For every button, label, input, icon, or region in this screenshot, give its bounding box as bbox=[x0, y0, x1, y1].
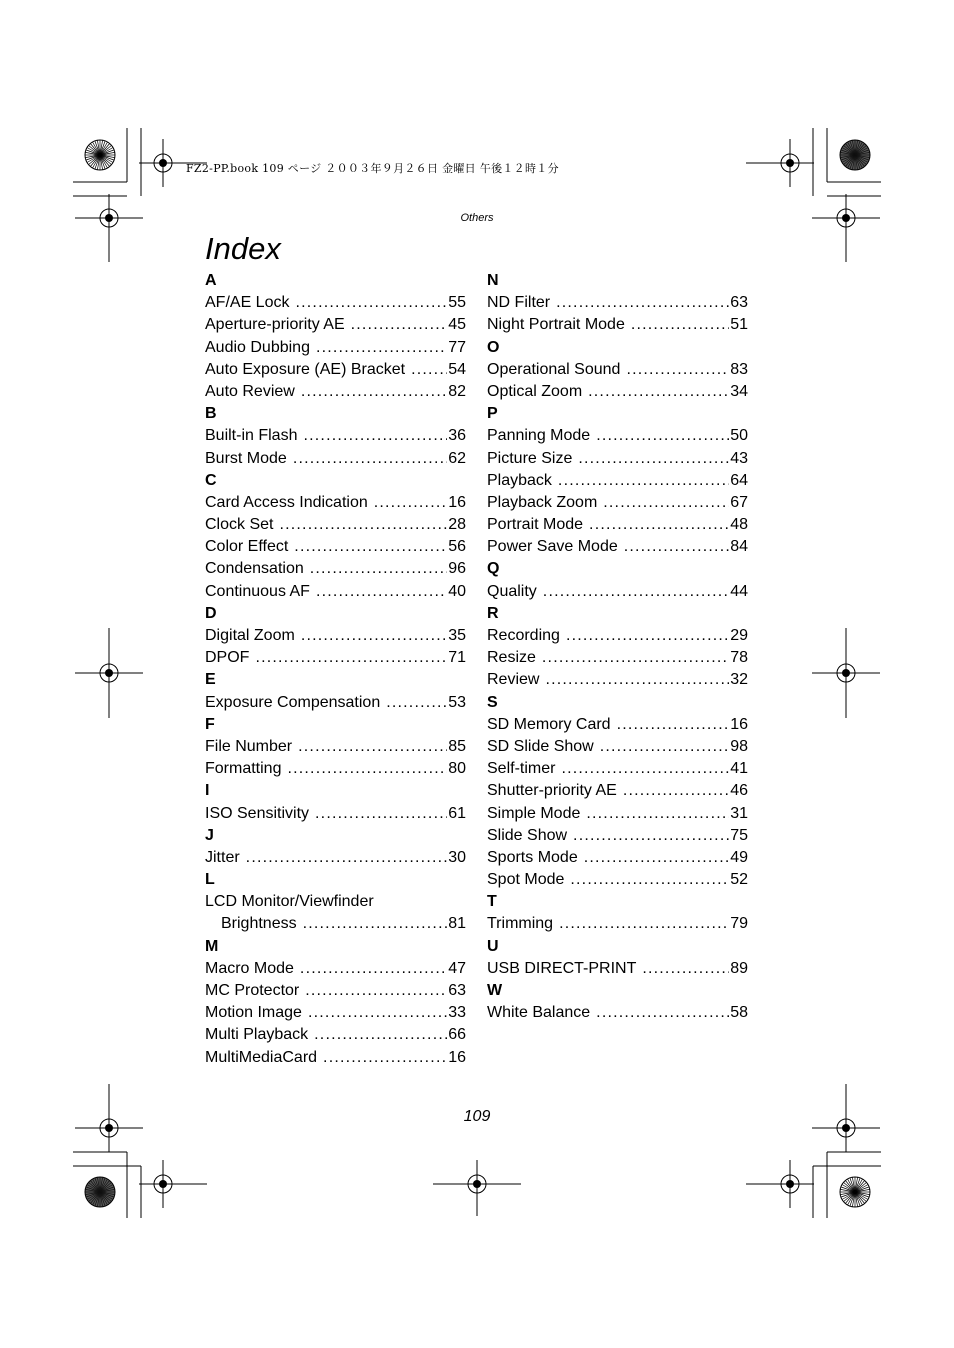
index-page-ref: 36 bbox=[448, 427, 466, 445]
dot-leader bbox=[556, 292, 729, 314]
index-entry bbox=[487, 647, 748, 669]
index-term: Resize bbox=[487, 649, 536, 667]
dot-leader bbox=[316, 581, 447, 603]
index-term: Self-timer bbox=[487, 760, 556, 778]
dot-leader bbox=[315, 803, 447, 825]
index-letter-heading: I bbox=[205, 782, 210, 800]
index-page-ref: 96 bbox=[448, 560, 466, 578]
index-term: Condensation bbox=[205, 560, 304, 578]
index-term: Burst Mode bbox=[205, 449, 287, 467]
index-page-ref: 40 bbox=[448, 582, 466, 600]
index-page-ref: 30 bbox=[448, 848, 466, 866]
dot-leader bbox=[301, 625, 447, 647]
index-term: Optical Zoom bbox=[487, 382, 583, 400]
dot-leader bbox=[323, 1047, 447, 1069]
index-letter-heading: U bbox=[487, 937, 499, 955]
index-entry bbox=[487, 847, 748, 869]
index-entry bbox=[487, 913, 748, 935]
dot-leader bbox=[578, 448, 729, 470]
index-page-ref: 80 bbox=[448, 760, 466, 778]
index-entry bbox=[205, 1002, 466, 1024]
dot-leader bbox=[542, 647, 729, 669]
index-entry bbox=[205, 647, 466, 669]
index-page-ref: 64 bbox=[730, 471, 748, 489]
index-page-ref: 16 bbox=[448, 1048, 466, 1066]
dot-leader bbox=[305, 980, 447, 1002]
index-letter-heading: P bbox=[487, 405, 498, 423]
index-entry bbox=[487, 581, 748, 603]
dot-leader bbox=[586, 803, 729, 825]
index-entry bbox=[487, 470, 748, 492]
dot-leader bbox=[545, 669, 729, 691]
index-page-ref: 16 bbox=[730, 715, 748, 733]
index-page-ref: 83 bbox=[730, 360, 748, 378]
index-entry bbox=[205, 958, 466, 980]
index-column-left bbox=[205, 270, 466, 1069]
index-page-ref: 71 bbox=[448, 649, 466, 667]
file-info-line: FZ2-PP.book 109 ページ ２００３年９月２６日 金曜日 午後１２時１分 bbox=[186, 162, 559, 175]
index-term: Clock Set bbox=[205, 516, 274, 534]
dot-leader bbox=[303, 913, 448, 935]
dot-leader bbox=[314, 1024, 447, 1046]
index-entry bbox=[205, 314, 466, 336]
dot-leader bbox=[295, 292, 447, 314]
index-term: Playback Zoom bbox=[487, 493, 598, 511]
section-label: Others bbox=[460, 212, 494, 224]
index-entry bbox=[487, 1002, 748, 1024]
index-entry bbox=[205, 1024, 466, 1046]
index-term: Review bbox=[487, 671, 540, 689]
dot-leader bbox=[279, 514, 447, 536]
index-term: Color Effect bbox=[205, 538, 289, 556]
index-entry bbox=[487, 958, 748, 980]
index-page-ref: 52 bbox=[730, 871, 748, 889]
index-page-ref: 28 bbox=[448, 516, 466, 534]
index-entry bbox=[205, 758, 466, 780]
index-entry bbox=[205, 692, 466, 714]
index-page-ref: 66 bbox=[448, 1026, 466, 1044]
index-entry bbox=[205, 514, 466, 536]
index-term: Built-in Flash bbox=[205, 427, 298, 445]
dot-leader bbox=[617, 714, 730, 736]
dot-leader bbox=[287, 758, 447, 780]
index-term: SD Memory Card bbox=[487, 715, 611, 733]
index-page-ref: 49 bbox=[730, 848, 748, 866]
index-entry bbox=[205, 625, 466, 647]
dot-leader bbox=[255, 647, 447, 669]
index-term: Trimming bbox=[487, 915, 554, 933]
index-column-right bbox=[487, 270, 748, 1024]
index-term: Playback bbox=[487, 471, 552, 489]
index-page-ref: 48 bbox=[730, 516, 748, 534]
index-term: Jitter bbox=[205, 848, 240, 866]
dot-leader bbox=[316, 337, 447, 359]
index-term: Sports Mode bbox=[487, 848, 578, 866]
index-entry bbox=[205, 847, 466, 869]
index-letter-heading: S bbox=[487, 693, 498, 711]
index-term: Continuous AF bbox=[205, 582, 310, 600]
dot-leader bbox=[584, 847, 729, 869]
index-term: Macro Mode bbox=[205, 959, 294, 977]
index-term: Exposure Compensation bbox=[205, 693, 381, 711]
index-page-ref: 34 bbox=[730, 382, 748, 400]
index-term: SD Slide Show bbox=[487, 737, 594, 755]
index-letter-heading: L bbox=[205, 871, 215, 889]
index-page-ref: 67 bbox=[730, 493, 748, 511]
dot-leader bbox=[623, 780, 729, 802]
index-term: Recording bbox=[487, 627, 560, 644]
index-page-ref: 63 bbox=[730, 294, 748, 312]
index-entry bbox=[205, 425, 466, 447]
index-letter-heading: B bbox=[205, 405, 217, 423]
index-page-ref: 51 bbox=[730, 316, 748, 334]
index-page-ref: 78 bbox=[730, 649, 748, 667]
index-letter-heading: E bbox=[205, 671, 216, 689]
index-entry bbox=[487, 714, 748, 736]
dot-leader bbox=[310, 558, 447, 580]
dot-leader bbox=[558, 470, 729, 492]
crosshair-target-icon bbox=[85, 139, 870, 1208]
index-term: Multi Playback bbox=[205, 1026, 309, 1044]
index-page-ref: 79 bbox=[730, 915, 748, 933]
dot-leader bbox=[293, 448, 447, 470]
index-term: MC Protector bbox=[205, 982, 300, 999]
starburst-circle-icon bbox=[85, 140, 870, 1207]
dot-leader bbox=[573, 825, 729, 847]
page-title: Index bbox=[205, 231, 281, 266]
dot-leader bbox=[543, 581, 729, 603]
index-page-ref: 32 bbox=[730, 671, 748, 689]
dot-leader bbox=[308, 1002, 447, 1024]
index-entry bbox=[487, 803, 748, 825]
index-entry bbox=[205, 581, 466, 603]
dot-leader bbox=[589, 514, 729, 536]
index-entry bbox=[487, 536, 748, 558]
index-term: ND Filter bbox=[487, 294, 551, 312]
index-entry bbox=[487, 625, 748, 647]
index-page-ref: 98 bbox=[730, 737, 748, 755]
dot-leader bbox=[642, 958, 729, 980]
index-page-ref: 29 bbox=[730, 627, 748, 644]
index-page-ref: 63 bbox=[448, 982, 466, 999]
dot-leader bbox=[596, 425, 729, 447]
index-entry bbox=[487, 314, 748, 336]
index-page-ref: 45 bbox=[448, 316, 466, 334]
index-entry bbox=[487, 359, 748, 381]
index-page-ref: 55 bbox=[448, 294, 466, 312]
index-entry bbox=[205, 736, 466, 758]
index-term: White Balance bbox=[487, 1004, 591, 1022]
index-entry bbox=[487, 448, 748, 470]
index-page-ref: 35 bbox=[448, 627, 466, 644]
index-entry bbox=[205, 492, 466, 514]
index-letter-heading: T bbox=[487, 893, 497, 911]
index-letter-heading: A bbox=[205, 272, 217, 289]
index-page-ref: 56 bbox=[448, 538, 466, 556]
index-entry bbox=[487, 736, 748, 758]
index-term: Picture Size bbox=[487, 449, 573, 467]
dot-leader bbox=[624, 536, 729, 558]
index-page-ref: 58 bbox=[730, 1004, 748, 1022]
index-term: Night Portrait Mode bbox=[487, 316, 625, 334]
index-page-ref: 84 bbox=[730, 538, 748, 556]
page-number: 109 bbox=[463, 1108, 491, 1125]
index-entry bbox=[487, 492, 748, 514]
index-page-ref: 62 bbox=[448, 449, 466, 467]
dot-leader bbox=[559, 913, 729, 935]
index-term: Quality bbox=[487, 582, 537, 600]
index-term: Slide Show bbox=[487, 826, 568, 844]
index-letter-heading: N bbox=[487, 272, 499, 289]
index-term: DPOF bbox=[205, 649, 250, 667]
dot-leader bbox=[626, 359, 729, 381]
index-term: Card Access Indication bbox=[205, 493, 368, 511]
index-term: Portrait Mode bbox=[487, 516, 584, 534]
index-letter-heading: Q bbox=[487, 560, 500, 578]
index-term: Auto Review bbox=[205, 382, 295, 400]
index-term: File Number bbox=[205, 737, 293, 755]
index-entry bbox=[487, 669, 748, 691]
index-page-ref: 43 bbox=[730, 449, 748, 467]
index-term: Shutter-priority AE bbox=[487, 782, 617, 800]
index-entry bbox=[487, 758, 748, 780]
dot-leader bbox=[374, 492, 447, 514]
index-term: Simple Mode bbox=[487, 804, 581, 822]
index-entry bbox=[205, 1047, 466, 1069]
index-term: LCD Monitor/Viewfinder bbox=[205, 893, 374, 911]
index-entry bbox=[487, 825, 748, 847]
dot-leader bbox=[566, 625, 729, 647]
index-letter-heading: F bbox=[205, 715, 215, 733]
index-page-ref: 82 bbox=[448, 382, 466, 400]
index-term: Motion Image bbox=[205, 1004, 302, 1022]
dot-leader bbox=[603, 492, 729, 514]
index-term: Spot Mode bbox=[487, 871, 565, 889]
index-entry bbox=[205, 292, 466, 314]
index-page-ref: 77 bbox=[448, 338, 466, 356]
index-entry bbox=[205, 448, 466, 470]
index-term: Digital Zoom bbox=[205, 627, 295, 644]
index-term: AF/AE Lock bbox=[205, 294, 290, 312]
index-entry bbox=[205, 381, 466, 403]
index-entry bbox=[487, 869, 748, 891]
index-entry bbox=[487, 292, 748, 314]
index-letter-heading: C bbox=[205, 471, 217, 489]
dot-leader bbox=[303, 425, 447, 447]
index-entry bbox=[487, 381, 748, 403]
index-letter-heading: M bbox=[205, 937, 219, 955]
dot-leader bbox=[298, 736, 447, 758]
index-page-ref: 47 bbox=[448, 959, 466, 977]
index-term: Auto Exposure (AE) Bracket bbox=[205, 360, 406, 378]
index-entry bbox=[205, 337, 466, 359]
index-entry bbox=[205, 803, 466, 825]
index-page-ref: 89 bbox=[730, 959, 748, 977]
index-term: Operational Sound bbox=[487, 360, 621, 378]
index-entry bbox=[205, 980, 466, 1002]
dot-leader bbox=[561, 758, 729, 780]
index-term: Power Save Mode bbox=[487, 538, 618, 556]
dot-leader bbox=[246, 847, 448, 869]
index-page-ref: 31 bbox=[730, 804, 748, 822]
dot-leader bbox=[300, 958, 447, 980]
index-page-ref: 41 bbox=[730, 760, 748, 778]
crop-marks bbox=[73, 128, 881, 1218]
index-page-ref: 54 bbox=[448, 360, 466, 378]
index-page-ref: 61 bbox=[448, 804, 466, 822]
dot-leader bbox=[588, 381, 729, 403]
index-page-ref: 81 bbox=[448, 915, 466, 933]
dot-leader bbox=[351, 314, 448, 336]
index-page-ref: 85 bbox=[448, 737, 466, 755]
dot-leader bbox=[596, 1002, 729, 1024]
index-term: ISO Sensitivity bbox=[205, 804, 310, 822]
index-page-ref: 44 bbox=[730, 582, 748, 600]
index-term: MultiMediaCard bbox=[205, 1048, 318, 1066]
index-term: Aperture-priority AE bbox=[205, 316, 345, 334]
index-entry bbox=[205, 913, 466, 935]
index-page-ref: 46 bbox=[730, 782, 748, 800]
index-term: Formatting bbox=[205, 760, 282, 778]
index-letter-heading: J bbox=[205, 826, 214, 844]
index-page-ref: 50 bbox=[730, 427, 748, 445]
index-term: Panning Mode bbox=[487, 427, 591, 445]
dot-leader bbox=[386, 692, 447, 714]
index-page-ref: 53 bbox=[448, 693, 466, 711]
dot-leader bbox=[294, 536, 447, 558]
index-entry bbox=[205, 558, 466, 580]
index-term-continuation: Brightness bbox=[221, 915, 297, 933]
index-letter-heading: O bbox=[487, 338, 500, 356]
index-entry bbox=[487, 780, 748, 802]
dot-leader bbox=[570, 869, 729, 891]
index-entry bbox=[487, 514, 748, 536]
index-page-ref: 75 bbox=[730, 826, 748, 844]
index-entry-term-line bbox=[205, 891, 466, 913]
dot-leader bbox=[411, 359, 447, 381]
index-letter-heading: W bbox=[487, 982, 503, 999]
index-letter-heading: D bbox=[205, 604, 217, 622]
index-letter-heading: R bbox=[487, 604, 499, 622]
index-term: Audio Dubbing bbox=[205, 338, 310, 356]
dot-leader bbox=[301, 381, 447, 403]
index-page-ref: 33 bbox=[448, 1004, 466, 1022]
index-entry bbox=[487, 425, 748, 447]
index-term: USB DIRECT-PRINT bbox=[487, 959, 637, 977]
index-entry bbox=[205, 359, 466, 381]
index-entry bbox=[205, 536, 466, 558]
dot-leader bbox=[631, 314, 729, 336]
index-page-ref: 16 bbox=[448, 493, 466, 511]
dot-leader bbox=[600, 736, 729, 758]
